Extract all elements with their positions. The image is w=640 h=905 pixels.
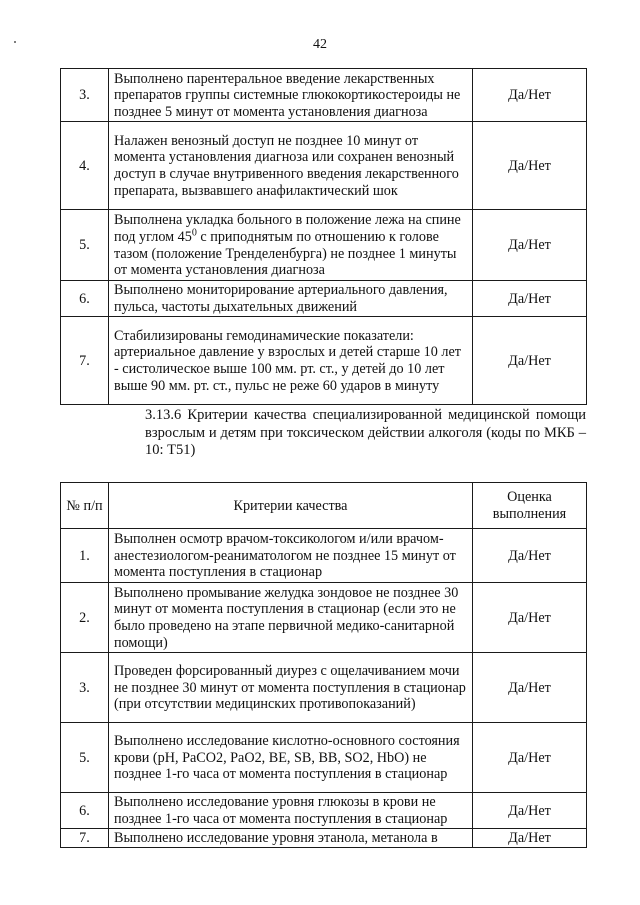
assessment-value: Да/Нет [473, 793, 587, 829]
criterion-text: Проведен форсированный диурез с ощелачиванием мочи не позднее 30 минут от момента поступления в стационар (при отсутствии медицинских противопоказаний) [109, 653, 473, 723]
degree-superscript: 0 [191, 227, 197, 239]
table-row [61, 653, 587, 723]
column-header-number: № п/п [61, 483, 109, 529]
table-row [61, 69, 587, 122]
criterion-text-part: с приподнятым по отношению к голове тазом (положение Тренделенбурга) не позднее 1 минуты от момента установления диагноза [114, 228, 457, 279]
table-row [61, 793, 587, 829]
assessment-value: Да/Нет [473, 529, 587, 583]
page-number: 42 [313, 37, 327, 52]
table-row [61, 723, 587, 793]
assessment-value: Да/Нет [473, 723, 587, 793]
row-number: 1. [61, 529, 109, 583]
criterion-text: Выполнено парентеральное введение лекарственных препаратов группы системные глюкокортикостероиды не позднее 5 минут от момента установления диагноза [109, 69, 473, 122]
row-number: 7. [61, 317, 109, 405]
table-row [61, 583, 587, 653]
criterion-text: Выполнено исследование уровня этанола, метанола в [109, 829, 473, 848]
table-row [61, 122, 587, 210]
criterion-text: Выполнено промывание желудка зондовое не позднее 30 минут от момента поступления в стационар (если это не было проведено на этапе первичной медико-санитарной помощи) [109, 583, 473, 653]
table-row [61, 829, 587, 848]
criterion-text: Налажен венозный доступ не позднее 10 минут от момента установления диагноза или сохранен венозный доступ в случае внутривенного введения лекарственного препарата, вызвавшего анафилактический шок [109, 122, 473, 210]
row-number: 2. [61, 583, 109, 653]
column-header-assessment: Оценка выполнения [473, 483, 587, 529]
table-row [61, 210, 587, 281]
assessment-value: Да/Нет [473, 653, 587, 723]
section-heading: 3.13.6 Критерии качества специализированной медицинской помощи взрослым и детям при токсическом действии алкоголя (коды по МКБ – 10: T51) [145, 407, 586, 458]
row-number: 5. [61, 723, 109, 793]
criterion-text: Выполнен осмотр врачом-токсикологом и/или врачом-анестезиологом-реаниматологом не позднее 15 минут от момента поступления в стационар [109, 529, 473, 583]
criterion-text: Выполнено исследование кислотно-основного состояния крови (pH, PaCO2, PaO2, BE, SB, BB, SO2, HbO) не позднее 1-го часа от момента поступления в стационар [109, 723, 473, 793]
table-row [61, 317, 587, 405]
row-number: 6. [61, 793, 109, 829]
assessment-value: Да/Нет [473, 317, 587, 405]
table-row [61, 529, 587, 583]
criterion-text: Стабилизированы гемодинамические показатели: артериальное давление у взрослых и детей старше 10 лет - систолическое выше 100 мм. рт. ст., у детей до 10 лет выше 90 мм. рт. ст., пульс не реже 60 ударов в минуту [109, 317, 473, 405]
row-number: 6. [61, 281, 109, 317]
criteria-table-continued [60, 68, 587, 405]
column-header-criteria: Критерии качества [109, 483, 473, 529]
table-row [61, 281, 587, 317]
criterion-text [109, 210, 473, 281]
assessment-value: Да/Нет [473, 281, 587, 317]
row-number: 3. [61, 69, 109, 122]
assessment-value: Да/Нет [473, 583, 587, 653]
criterion-text: Выполнено мониторирование артериального давления, пульса, частоты дыхательных движений [109, 281, 473, 317]
assessment-value: Да/Нет [473, 122, 587, 210]
assessment-value: Да/Нет [473, 210, 587, 281]
criterion-text: Выполнено исследование уровня глюкозы в крови не позднее 1-го часа от момента поступления в стационар [109, 793, 473, 829]
row-number: 4. [61, 122, 109, 210]
assessment-value: Да/Нет [473, 829, 587, 848]
row-number: 5. [61, 210, 109, 281]
criterion-text-part: Выполнена укладка больного в положение лежа на спине под углом 45 [114, 212, 461, 245]
row-number: 3. [61, 653, 109, 723]
quality-criteria-table [60, 482, 587, 848]
assessment-value: Да/Нет [473, 69, 587, 122]
row-number: 7. [61, 829, 109, 848]
table-header-row [61, 483, 587, 529]
